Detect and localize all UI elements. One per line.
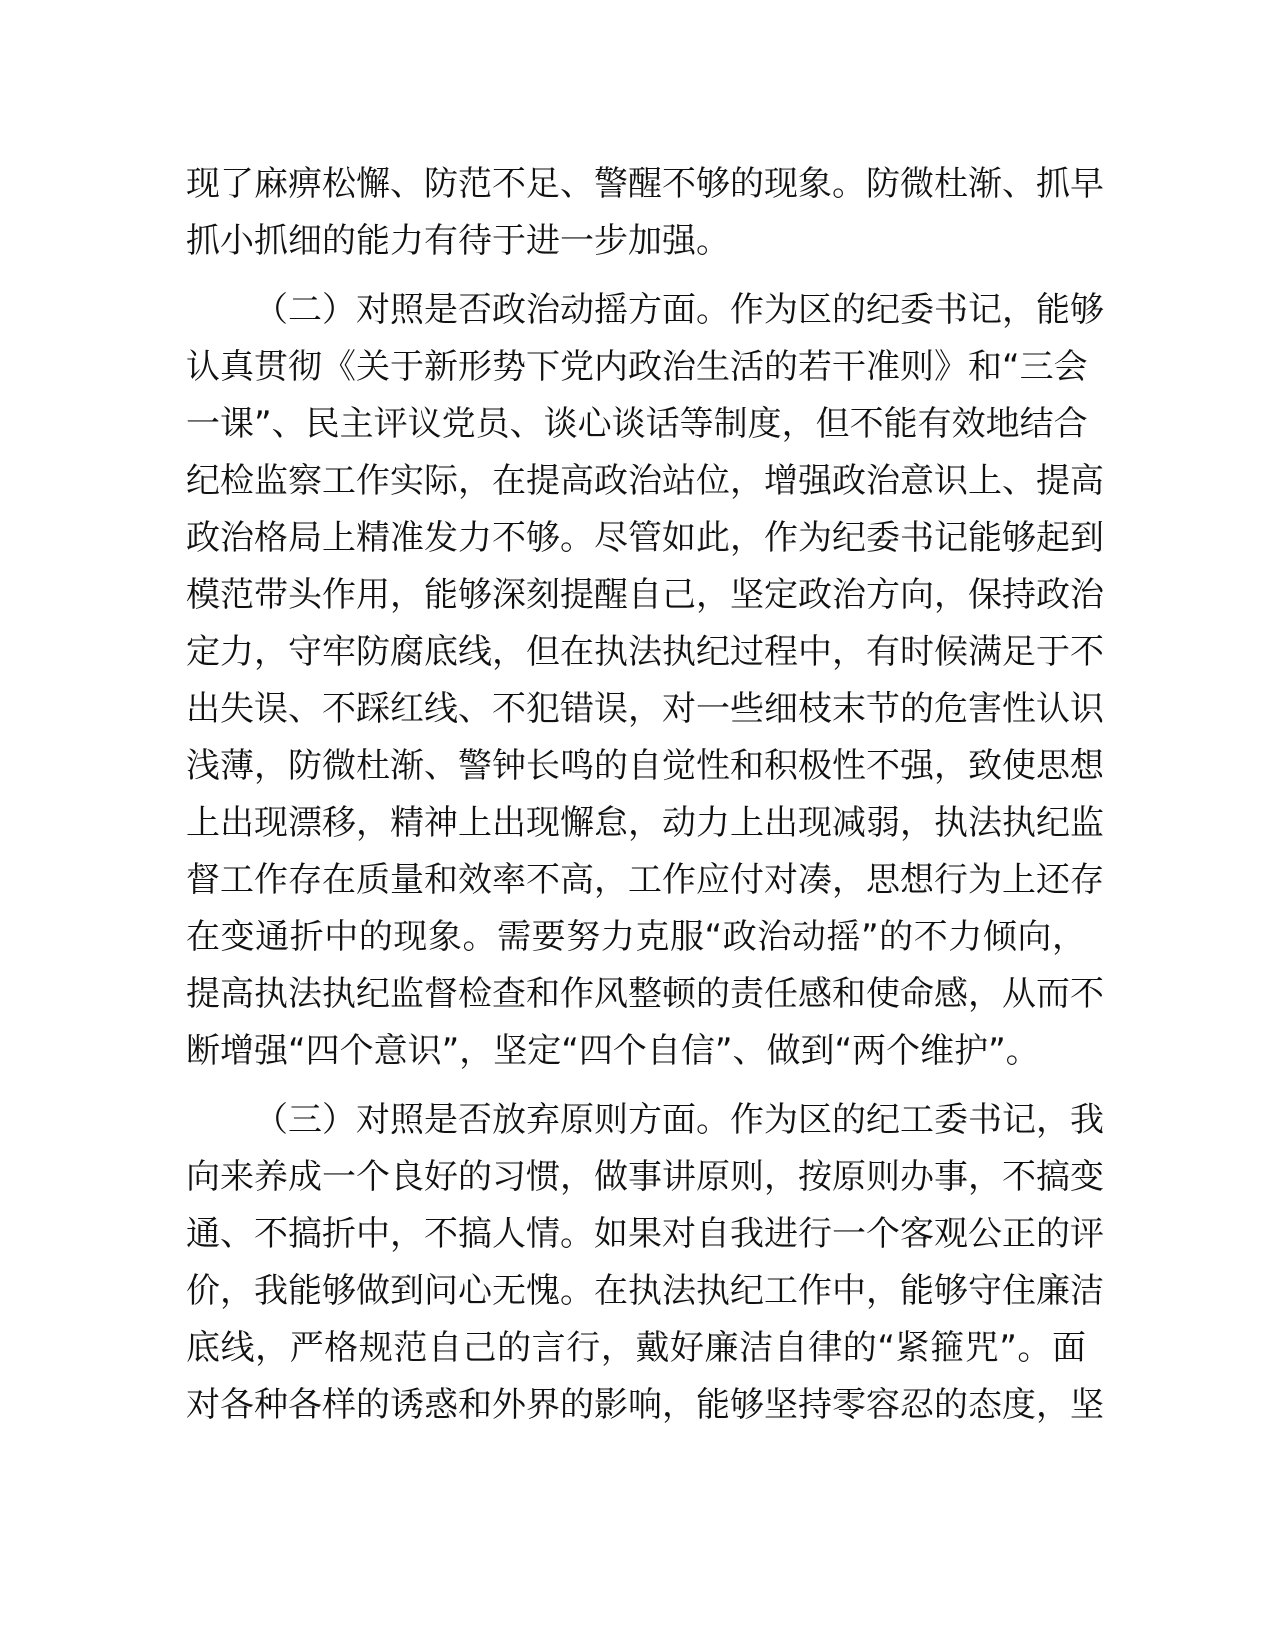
text-line: 抓小抓细的能力有待于进一步加强。 xyxy=(186,221,730,261)
text-line: 断增强“四个意识”，坚定“四个自信”、做到“两个维护”。 xyxy=(186,1031,1040,1071)
text-line: 政治格局上精准发力不够。尽管如此，作为纪委书记能够起到 xyxy=(186,518,1104,558)
text-line: 底线，严格规范自己的言行，戴好廉洁自律的“紧箍咒”。面 xyxy=(186,1328,1086,1368)
paragraph-section-two xyxy=(186,282,1104,1080)
text-line: 督工作存在质量和效率不高，工作应付对凑，思想行为上还存 xyxy=(186,860,1104,900)
document-body xyxy=(186,156,1104,1434)
text-line: 纪检监察工作实际，在提高政治站位，增强政治意识上、提高 xyxy=(186,461,1104,501)
text-line: 认真贯彻《关于新形势下党内政治生活的若干准则》和“三会 xyxy=(186,347,1088,387)
text-line: 上出现漂移，精神上出现懈怠，动力上出现减弱，执法执纪监 xyxy=(186,803,1104,843)
text-line: 现了麻痹松懈、防范不足、警醒不够的现象。防微杜渐、抓早 xyxy=(186,164,1104,204)
text-line: 通、不搞折中，不搞人情。如果对自我进行一个客观公正的评 xyxy=(186,1214,1104,1254)
text-line: 提高执法执纪监督检查和作风整顿的责任感和使命感，从而不 xyxy=(186,974,1104,1014)
text-line: 模范带头作用，能够深刻提醒自己，坚定政治方向，保持政治 xyxy=(186,575,1104,615)
text-line: 在变通折中的现象。需要努力克服“政治动摇”的不力倾向， xyxy=(186,917,1086,957)
text-line: 价，我能够做到问心无愧。在执法执纪工作中，能够守住廉洁 xyxy=(186,1271,1104,1311)
text-line: 对各种各样的诱惑和外界的影响，能够坚持零容忍的态度，坚 xyxy=(186,1385,1104,1425)
section-heading-line: （二）对照是否政治动摇方面。作为区的纪委书记，能够 xyxy=(254,290,1104,330)
text-line: 出失误、不踩红线、不犯错误，对一些细枝末节的危害性认识 xyxy=(186,689,1104,729)
paragraph-continuation xyxy=(186,156,1104,270)
paragraph-section-three xyxy=(186,1092,1104,1434)
text-line: 定力，守牢防腐底线，但在执法执纪过程中，有时候满足于不 xyxy=(186,632,1104,672)
text-line: 浅薄，防微杜渐、警钟长鸣的自觉性和积极性不强，致使思想 xyxy=(186,746,1104,786)
text-line: 向来养成一个良好的习惯，做事讲原则，按原则办事，不搞变 xyxy=(186,1157,1104,1197)
section-heading-line: （三）对照是否放弃原则方面。作为区的纪工委书记，我 xyxy=(254,1100,1104,1140)
text-line: 一课”、民主评议党员、谈心谈话等制度，但不能有效地结合 xyxy=(186,404,1088,444)
